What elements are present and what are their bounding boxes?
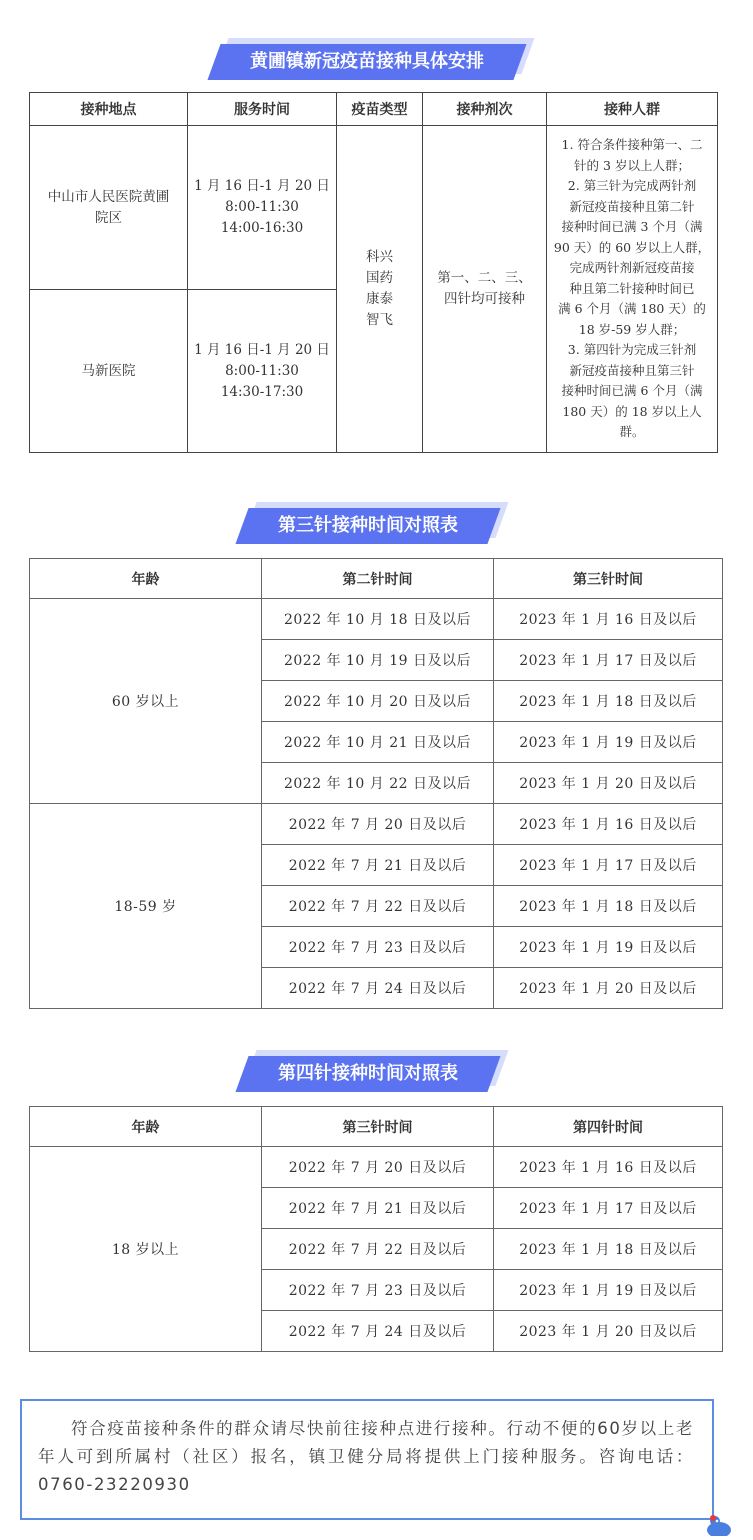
table-cell: 2022 年 7 月 23 日及以后 <box>262 1270 494 1311</box>
table-cell: 2023 年 1 月 16 日及以后 <box>494 804 723 845</box>
age-group-cell: 60 岁以上 <box>30 599 262 804</box>
dose-cell: 第一、二、三、 四针均可接种 <box>423 126 547 453</box>
crowd-cell: 1. 符合条件接种第一、二 针的 3 岁以上人群； 2. 第三针为完成两针剂 新冠疫苗接种且第二针 接种时间已满 3 个月（满 90 天）的 60 岁以上人群， 完成两针剂新冠疫苗接 种且第二针接种时间已 满 6 个月（满 180 天）的 18 岁-59 岁人群； 3. 第四针为完成三针剂 新冠疫苗接种且第三针 接种时间已满 6 个月（满 180 天）的 18 岁以上人 群。 <box>547 126 718 453</box>
table-cell: 2022 年 10 月 22 日及以后 <box>262 763 494 804</box>
age-group-cell: 18-59 岁 <box>30 804 262 1009</box>
header-location: 接种地点 <box>30 93 188 126</box>
notice-box <box>20 1399 714 1520</box>
header-fourth-dose-time: 第四针时间 <box>494 1107 723 1147</box>
age-group-cell: 18 岁以上 <box>30 1147 262 1352</box>
mascot-icon <box>705 1512 733 1536</box>
section3-banner <box>0 1050 753 1096</box>
table-cell: 2023 年 1 月 18 日及以后 <box>494 681 723 722</box>
table-cell: 2023 年 1 月 20 日及以后 <box>494 763 723 804</box>
arrangement-table <box>29 92 718 453</box>
table-cell: 2023 年 1 月 19 日及以后 <box>494 722 723 763</box>
table-cell: 2023 年 1 月 17 日及以后 <box>494 640 723 681</box>
table-cell: 2023 年 1 月 16 日及以后 <box>494 1147 723 1188</box>
table-cell: 2023 年 1 月 18 日及以后 <box>494 886 723 927</box>
section1-title: 黄圃镇新冠疫苗接种具体安排 <box>250 51 484 72</box>
header-second-dose-time: 第二针时间 <box>262 559 494 599</box>
service-time-cell: 1 月 16 日-1 月 20 日 8:00-11:30 14:30-17:30 <box>188 290 337 453</box>
table-cell: 2023 年 1 月 19 日及以后 <box>494 927 723 968</box>
table-cell: 2022 年 7 月 24 日及以后 <box>262 1311 494 1352</box>
header-third-dose-time: 第三针时间 <box>262 1107 494 1147</box>
table-cell: 2022 年 7 月 24 日及以后 <box>262 968 494 1009</box>
table-cell: 2023 年 1 月 20 日及以后 <box>494 1311 723 1352</box>
table-cell: 2022 年 10 月 18 日及以后 <box>262 599 494 640</box>
third-dose-table <box>29 558 723 1009</box>
section1-banner <box>0 38 753 84</box>
table-cell: 2022 年 7 月 22 日及以后 <box>262 886 494 927</box>
header-service-time: 服务时间 <box>188 93 337 126</box>
section2-title: 第三针接种时间对照表 <box>278 515 458 536</box>
table-cell: 2022 年 7 月 20 日及以后 <box>262 1147 494 1188</box>
table-cell: 2022 年 7 月 20 日及以后 <box>262 804 494 845</box>
table-cell: 2023 年 1 月 19 日及以后 <box>494 1270 723 1311</box>
section2-banner <box>0 502 753 548</box>
service-time-cell: 1 月 16 日-1 月 20 日 8:00-11:30 14:00-16:30 <box>188 126 337 290</box>
vaccine-type-cell: 科兴 国药 康泰 智飞 <box>337 126 423 453</box>
table-cell: 2023 年 1 月 17 日及以后 <box>494 1188 723 1229</box>
table-cell: 2022 年 7 月 21 日及以后 <box>262 845 494 886</box>
table-cell: 2023 年 1 月 16 日及以后 <box>494 599 723 640</box>
header-age: 年龄 <box>30 1107 262 1147</box>
table-cell: 2022 年 10 月 19 日及以后 <box>262 640 494 681</box>
table-cell: 2022 年 7 月 23 日及以后 <box>262 927 494 968</box>
table-cell: 2023 年 1 月 18 日及以后 <box>494 1229 723 1270</box>
section3-title: 第四针接种时间对照表 <box>278 1063 458 1084</box>
header-vaccine-type: 疫苗类型 <box>337 93 423 126</box>
table-cell: 2022 年 7 月 21 日及以后 <box>262 1188 494 1229</box>
notice-text: 符合疫苗接种条件的群众请尽快前往接种点进行接种。行动不便的60岁以上老年人可到所属村（社区）报名，镇卫健分局将提供上门接种服务。咨询电话：0760-23220930 <box>38 1419 694 1494</box>
header-dose: 接种剂次 <box>423 93 547 126</box>
table-cell: 2022 年 10 月 21 日及以后 <box>262 722 494 763</box>
table-cell: 2022 年 7 月 22 日及以后 <box>262 1229 494 1270</box>
table-cell: 2023 年 1 月 17 日及以后 <box>494 845 723 886</box>
table-cell: 2023 年 1 月 20 日及以后 <box>494 968 723 1009</box>
location-cell: 中山市人民医院黄圃 院区 <box>30 126 188 290</box>
fourth-dose-table <box>29 1106 723 1352</box>
location-cell: 马新医院 <box>30 290 188 453</box>
table-cell: 2022 年 10 月 20 日及以后 <box>262 681 494 722</box>
header-crowd: 接种人群 <box>547 93 718 126</box>
header-age: 年龄 <box>30 559 262 599</box>
header-third-dose-time: 第三针时间 <box>494 559 723 599</box>
